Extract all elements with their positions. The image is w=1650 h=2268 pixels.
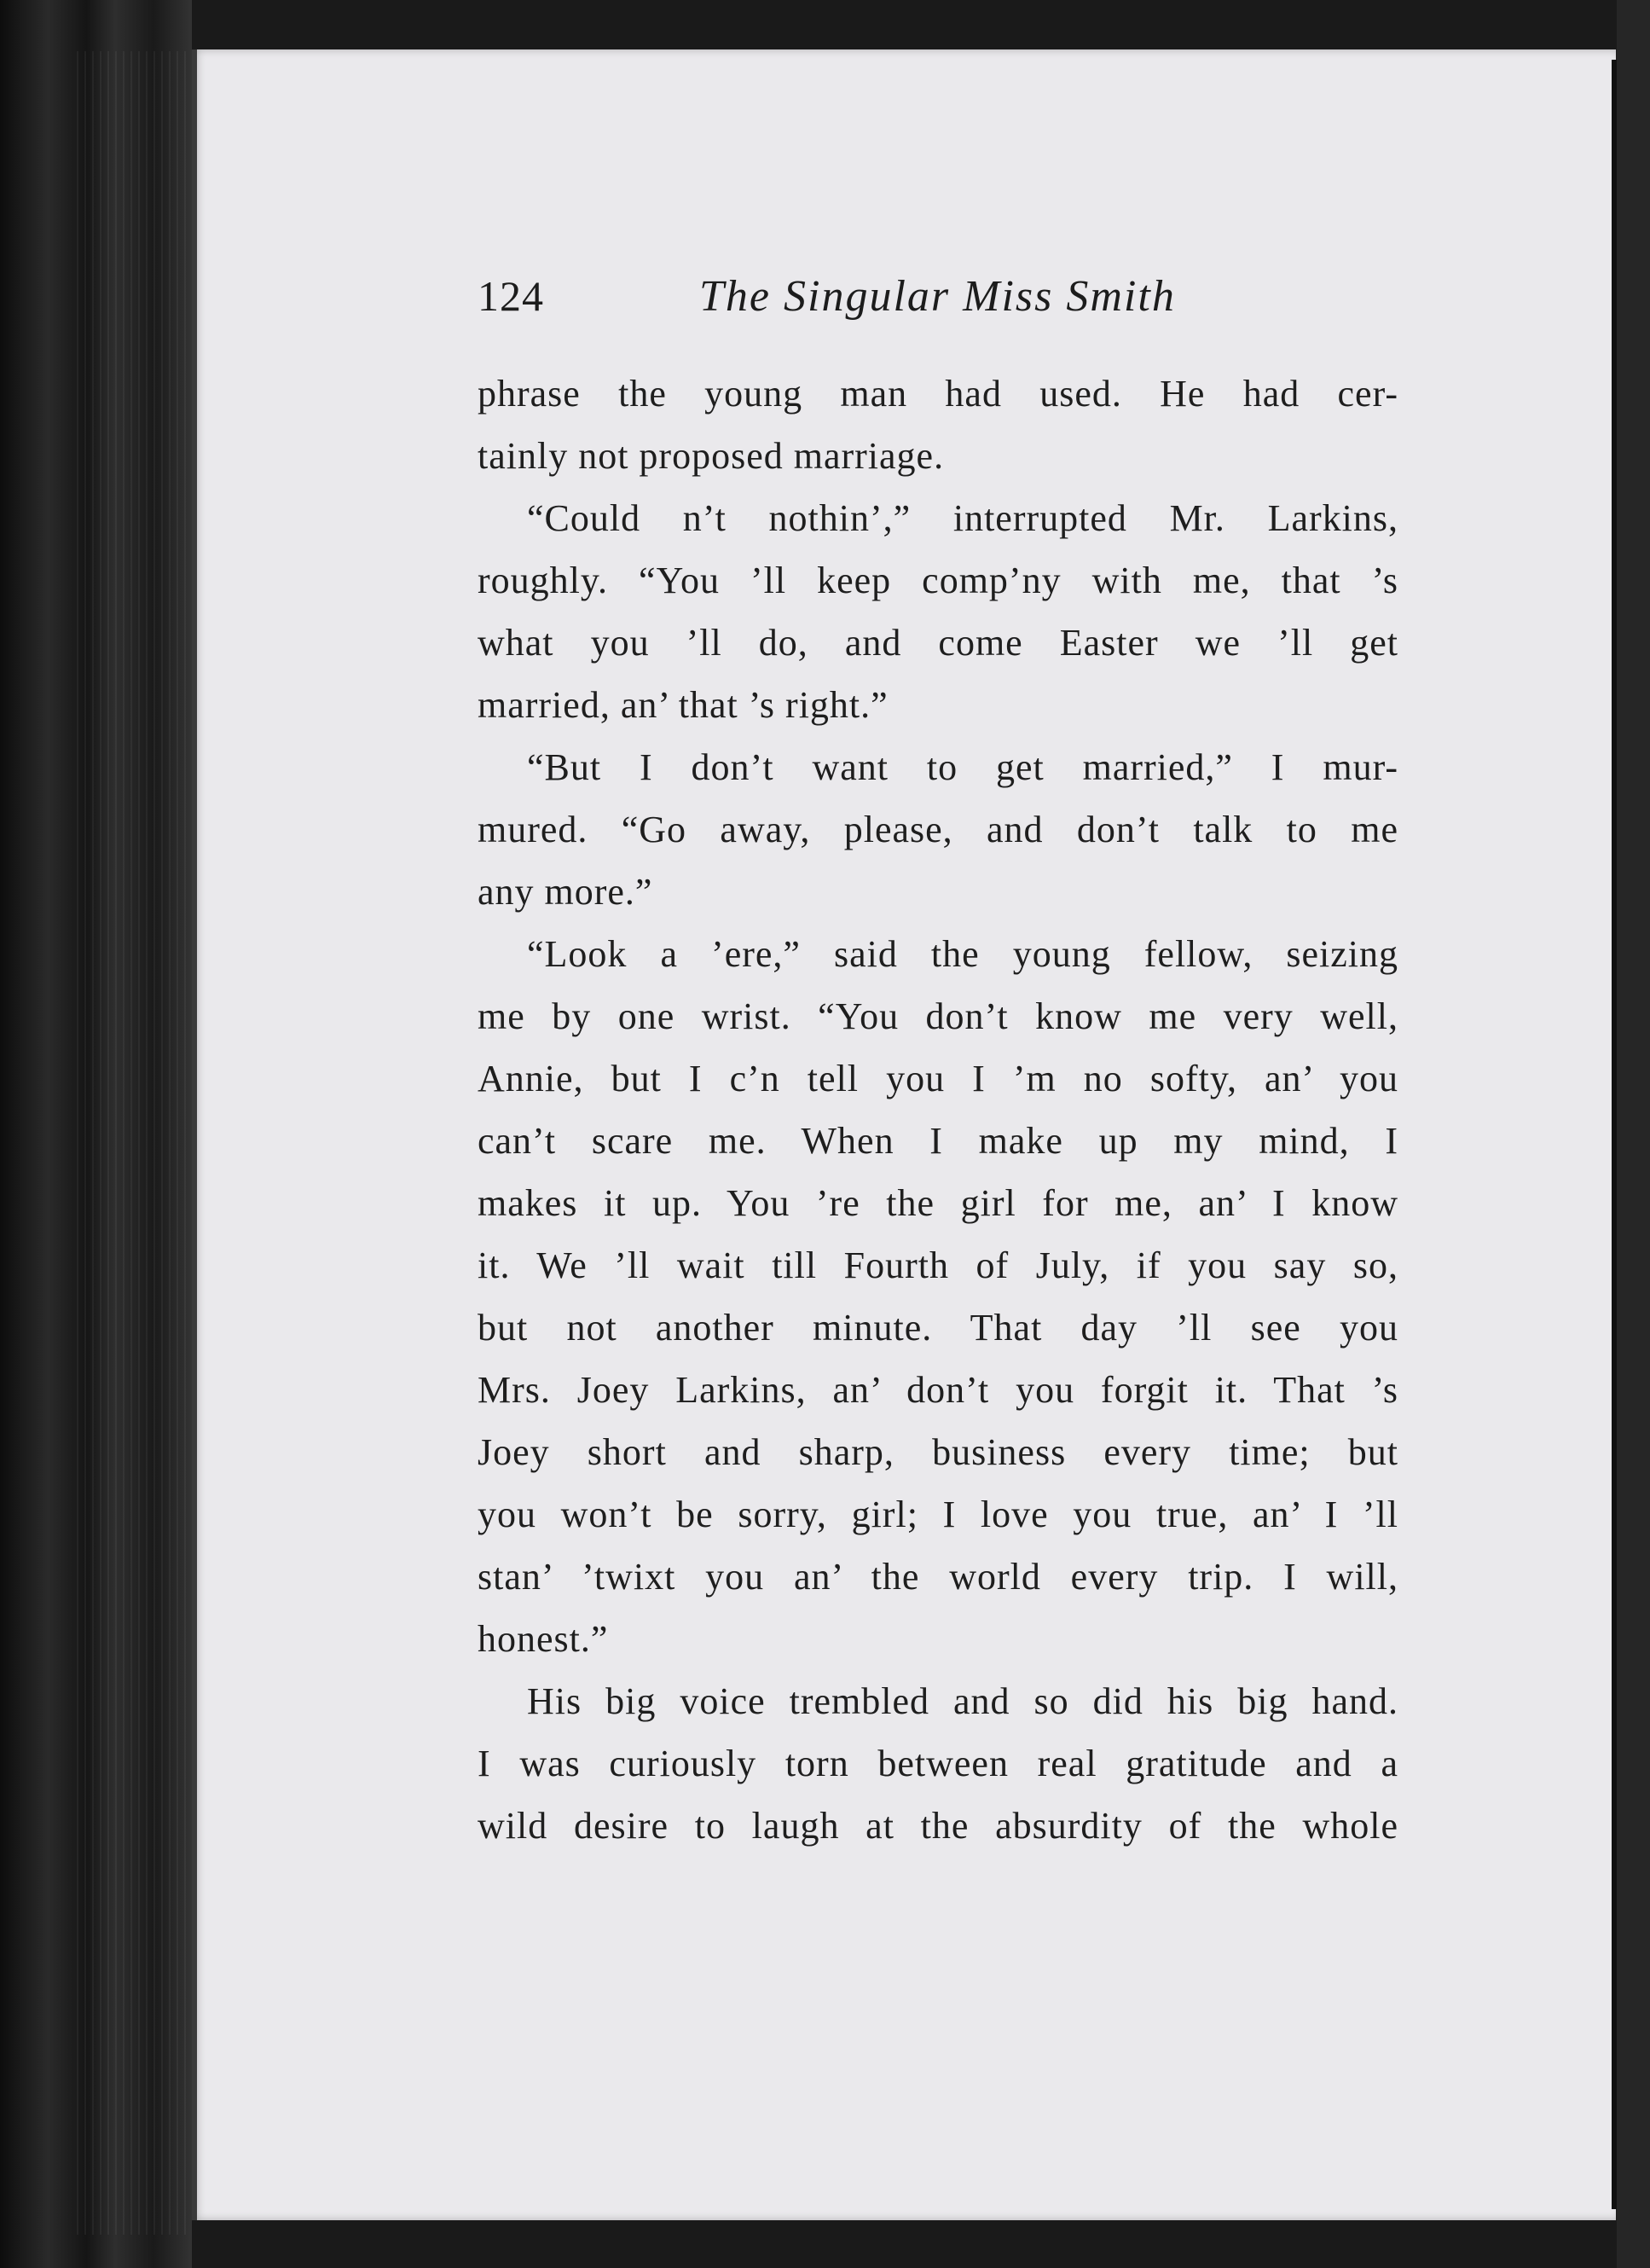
text-line: it. We ’ll wait till Fourth of July, if you say so,: [478, 1244, 1398, 1286]
text-line: can’t scare me. When I make up my mind, I: [478, 1120, 1398, 1162]
scan-bottom-border: [0, 2220, 1650, 2268]
text-line: married, an’ that ’s right.”: [478, 684, 889, 726]
text-line: His big voice trembled and so did his big hand.: [527, 1680, 1398, 1722]
running-title: The Singular Miss Smith: [699, 272, 1176, 321]
text-line: “Could n’t nothin’,” interrupted Mr. Larkins,: [527, 497, 1398, 539]
text-line: Mrs. Joey Larkins, an’ don’t you forgit it. That ’s: [478, 1369, 1398, 1411]
text-line: but not another minute. That day ’ll see you: [478, 1307, 1398, 1349]
text-line: mured. “Go away, please, and don’t talk to me: [478, 809, 1398, 850]
text-line: roughly. “You ’ll keep comp’ny with me, that ’s: [478, 560, 1398, 601]
text-line: Annie, but I c’n tell you I ’m no softy, an’ you: [478, 1058, 1398, 1099]
text-line: Joey short and sharp, business every time; but: [478, 1431, 1398, 1473]
scan-top-border: [0, 0, 1650, 49]
page-number: 124: [478, 272, 544, 320]
text-line: what you ’ll do, and come Easter we ’ll get: [478, 622, 1398, 664]
page-header: [478, 271, 1398, 339]
text-line: you won’t be sorry, girl; I love you true, an’ I ’ll: [478, 1494, 1398, 1535]
text-line: any more.”: [478, 871, 653, 913]
text-line: phrase the young man had used. He had cer-: [478, 373, 1398, 415]
page-outer-edge: [1612, 60, 1617, 2209]
scan-right-border: [1617, 0, 1650, 2268]
text-line: stan’ ’twixt you an’ the world every trip. I will,: [478, 1556, 1398, 1598]
text-line: “Look a ’ere,” said the young fellow, seizing: [527, 933, 1398, 975]
text-line: makes it up. You ’re the girl for me, an’ I know: [478, 1182, 1398, 1224]
page-body-text: [478, 363, 1398, 1857]
text-line: wild desire to laugh at the absurdity of the whole: [478, 1805, 1398, 1847]
text-line: I was curiously torn between real gratitude and a: [478, 1743, 1398, 1784]
page-gutter-edge: [192, 49, 197, 2220]
text-line: tainly not proposed marriage.: [478, 435, 945, 477]
text-line: “But I don’t want to get married,” I mur-: [527, 746, 1398, 788]
text-line: honest.”: [478, 1618, 609, 1660]
spine-texture: [77, 51, 188, 2235]
text-line: me by one wrist. “You don’t know me very well,: [478, 995, 1398, 1037]
